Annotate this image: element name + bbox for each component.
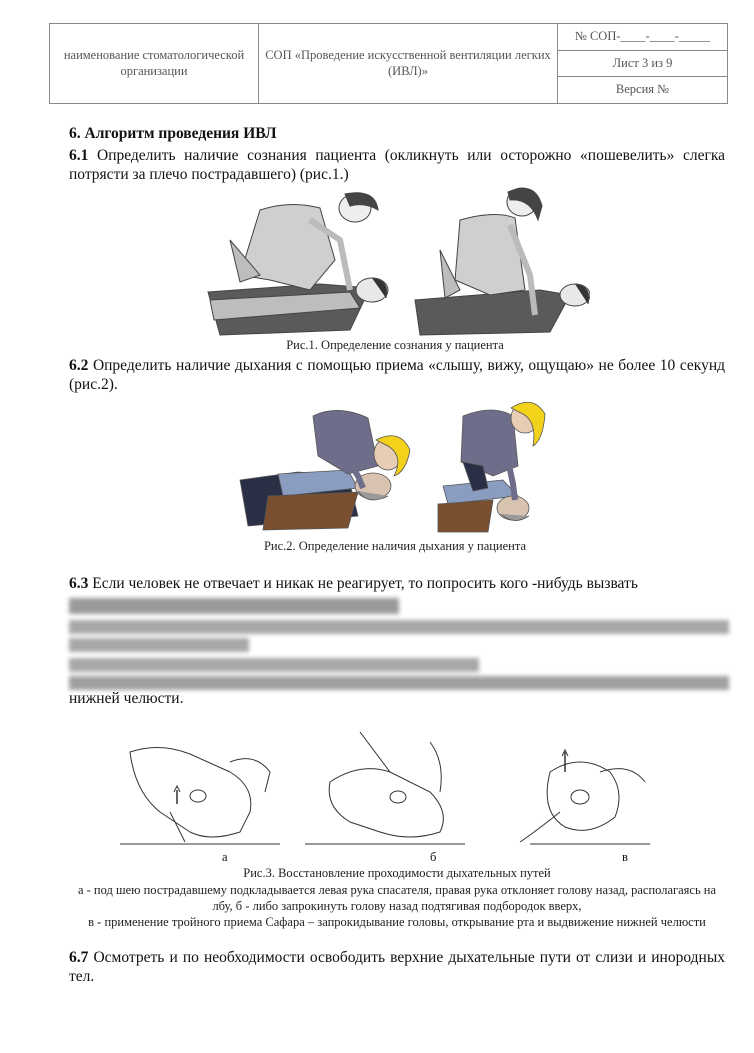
- step-6-3: [69, 574, 725, 593]
- figure-1-illustration: [200, 180, 590, 340]
- step-number: 6.7: [69, 949, 89, 966]
- figure-2-caption: Рис.2. Определение наличия дыхания у пациента: [263, 539, 527, 553]
- step-text: Если человек не отвечает и никак не реагирует, то попросить кого -нибудь вызвать: [92, 575, 638, 592]
- sop-number: № СОП-____-____-_____: [558, 24, 728, 51]
- section-title: 6. Алгоритм проведения ИВЛ: [69, 125, 277, 142]
- version-number: Версия №: [558, 77, 728, 104]
- blurred-text-region: [69, 596, 729, 690]
- figure-3-description-v: в - применение тройного приема Сафара – запрокидывание головы, открывание рта и выдвижение нижней челюсти: [88, 915, 706, 929]
- step-number: 6.2: [69, 357, 89, 374]
- figure-3-letter-b: б: [430, 850, 437, 864]
- step-6-6-end: нижней челюсти.: [69, 690, 184, 707]
- step-text: Определить наличие дыхания с помощью приема «слышу, вижу, ощущаю» не более 10 секунд (рис.2).: [69, 357, 726, 393]
- step-6-7: [69, 948, 725, 986]
- step-6-1: [69, 146, 725, 184]
- figure-3-letter-a: а: [222, 850, 228, 864]
- step-text: Осмотреть и по необходимости освободить верхние дыхательные пути от слизи и инородных тел.: [69, 949, 725, 985]
- document-header: [49, 23, 728, 104]
- step-number: 6.1: [69, 147, 89, 164]
- figure-3-description-ab: а - под шею пострадавшему подкладывается левая рука спасателя, правая рука отклоняет голову назад, располагаясь на лбу, б - либо запрокинуть голову назад подтягивая подбородок вверх,: [77, 883, 717, 913]
- figure-3-letter-v: в: [622, 850, 628, 864]
- sop-title: СОП «Проведение искусственной вентиляции легких (ИВЛ)»: [259, 24, 558, 104]
- step-text: Определить наличие сознания пациента (окликнуть или осторожно «пошевелить» слегка потрясти за плечо пострадавшего) (рис.1.): [69, 147, 726, 183]
- figure-3-illustration: [120, 732, 665, 850]
- figure-3-caption: Рис.3. Восстановление проходимости дыхательных путей: [243, 866, 551, 880]
- step-number: 6.3: [69, 575, 89, 592]
- figure-1-caption: Рис.1. Определение сознания у пациента: [286, 338, 504, 352]
- figure-2-illustration: [238, 396, 550, 534]
- organization-name: наименование стоматологической организации: [50, 24, 259, 104]
- sheet-number: Лист 3 из 9: [558, 50, 728, 77]
- step-6-2: [69, 356, 725, 394]
